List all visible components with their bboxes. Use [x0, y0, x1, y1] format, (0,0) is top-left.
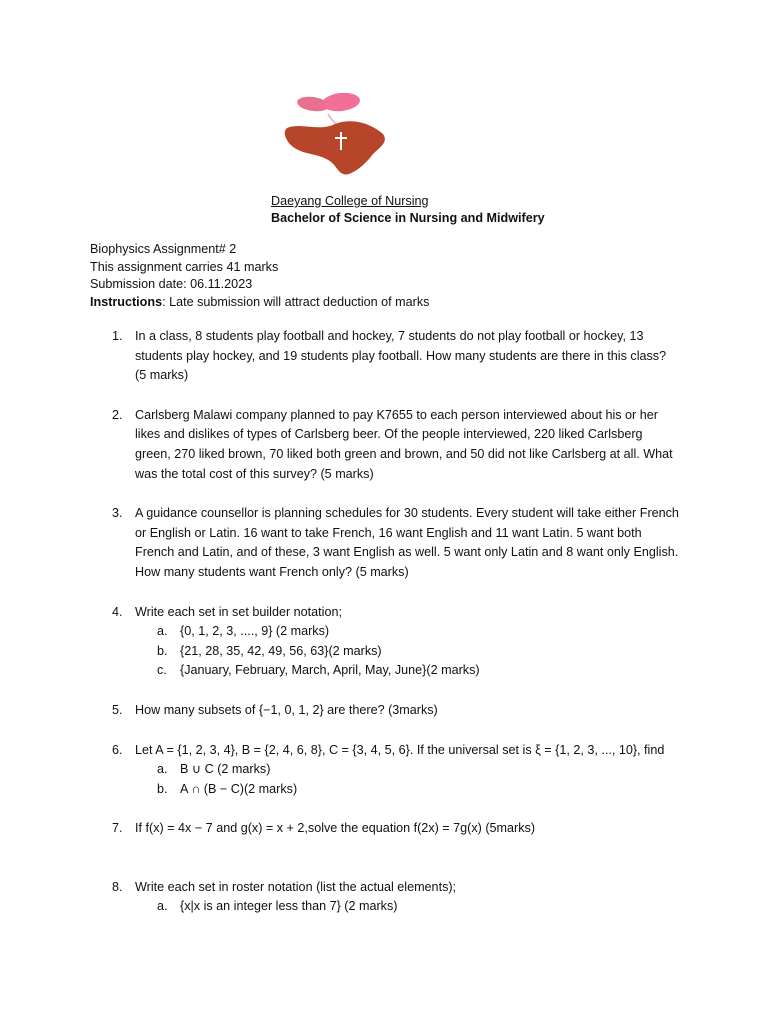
question-1: [90, 327, 680, 386]
instructions-label: Instructions: [90, 294, 163, 309]
sub-letter: b.: [157, 781, 168, 796]
question-2: [90, 406, 680, 484]
college-logo: [279, 92, 391, 178]
sub-letter: a.: [157, 624, 168, 639]
question-list: [90, 327, 680, 917]
sub-text: A ∩ (B − C)(2 marks): [180, 781, 298, 796]
submission-date: Submission date: 06.11.2023: [90, 277, 253, 291]
sub-question-b: [135, 642, 680, 662]
sub-question-a: [135, 897, 680, 917]
sub-text: {21, 28, 35, 42, 49, 56, 63}(2 marks): [180, 643, 382, 658]
question-text: How many subsets of {−1, 0, 1, 2} are there? (3marks): [135, 702, 438, 717]
question-4: [90, 603, 680, 681]
question-number: 4.: [112, 604, 123, 619]
question-5: [90, 701, 680, 721]
sub-question-a: [135, 760, 680, 780]
question-7: [90, 819, 680, 839]
sub-text: {x|x is an integer less than 7} (2 marks): [180, 899, 398, 914]
assignment-title: Biophysics Assignment# 2: [90, 242, 237, 256]
sub-text: {January, February, March, April, May, June}(2 marks): [180, 663, 480, 678]
question-number: 6.: [112, 742, 123, 757]
question-text: A guidance counsellor is planning schedules for 30 students. Every student will take either French or English or Latin. 16 want to take French, 16 want English and 11 want Latin. 5 want both French and Latin, and of these, 3 want English as well. 5 want only Latin and 8 want only English. How many students want French only? (5 marks): [135, 506, 679, 579]
question-text: In a class, 8 students play football and hockey, 7 students do not play football or hockey, 13 students play hockey, and 19 students play football. How many students are there in this class? (5 marks): [135, 329, 667, 383]
sub-letter: a.: [157, 762, 168, 777]
sub-text: B ∪ C (2 marks): [180, 762, 271, 777]
question-number: 2.: [112, 407, 123, 422]
question-text: Write each set in roster notation (list the actual elements);: [135, 879, 457, 894]
question-3: [90, 504, 680, 582]
assignment-info: [90, 241, 429, 311]
sub-question-b: [135, 780, 680, 800]
sub-letter: c.: [157, 663, 167, 678]
sub-letter: a.: [157, 899, 168, 914]
sub-question-c: [135, 661, 680, 681]
sub-question-a: [135, 622, 680, 642]
instructions-text: : Late submission will attract deduction of marks: [162, 294, 430, 309]
question-8: [90, 878, 680, 917]
question-6: [90, 741, 680, 800]
sub-letter: b.: [157, 643, 168, 658]
question-number: 8.: [112, 879, 123, 894]
question-number: 3.: [112, 506, 123, 521]
instructions-line: [90, 294, 429, 312]
question-text: If f(x) = 4x − 7 and g(x) = x + 2,solve the equation f(2x) = 7g(x) (5marks): [135, 821, 536, 836]
question-text: Carlsberg Malawi company planned to pay K7655 to each person interviewed about his or her likes and dislikes of types of Carlsberg beer. Of the people interviewed, 220 liked Carlsberg green, 270 liked brown, 70 liked both green and brown, and 50 did not like Carlsberg at all. What was the total cost of this survey? (5 marks): [135, 407, 673, 481]
question-text: Let A = {1, 2, 3, 4}, B = {2, 4, 6, 8}, C = {3, 4, 5, 6}. If the universal set is ξ = {1, 2, 3, ..., 10}, find: [135, 742, 665, 757]
sub-text: {0, 1, 2, 3, ...., 9} (2 marks): [180, 624, 330, 639]
degree-title: Bachelor of Science in Nursing and Midwifery: [271, 211, 545, 225]
marks-line: This assignment carries 41 marks: [90, 259, 279, 274]
question-number: 7.: [112, 821, 123, 836]
question-number: 1.: [112, 329, 123, 343]
question-number: 5.: [112, 702, 123, 717]
question-text: Write each set in set builder notation;: [135, 604, 342, 619]
school-name: Daeyang College of Nursing: [271, 194, 429, 208]
